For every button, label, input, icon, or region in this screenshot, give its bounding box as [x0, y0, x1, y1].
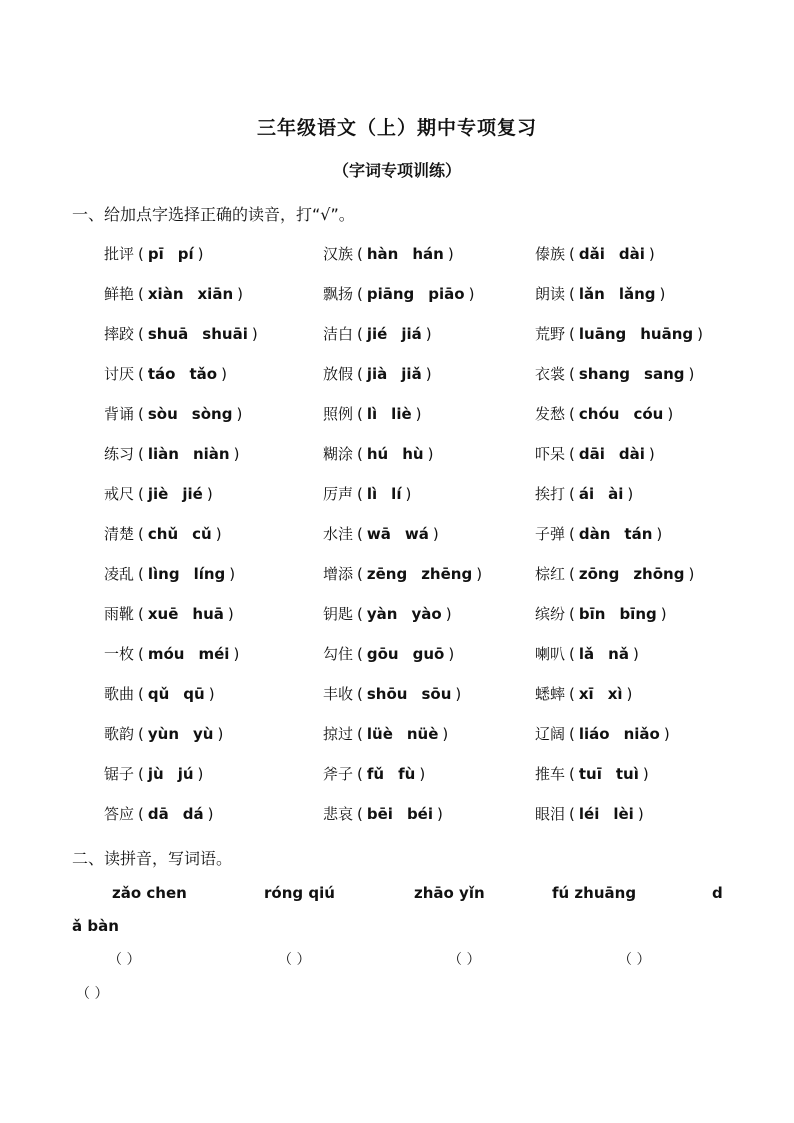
pinyin-option-a[interactable]: sòu	[147, 405, 178, 423]
pinyin-option-b[interactable]: huāng	[640, 325, 694, 343]
pronunciation-item: 棕红 ( zōng zhōng )	[535, 565, 695, 583]
pinyin-option-b[interactable]: dài	[618, 445, 645, 463]
pinyin-option-a[interactable]: zōng	[578, 565, 620, 583]
pinyin-option-b[interactable]: jié	[182, 485, 203, 503]
pronunciation-item: 钥匙 ( yàn yào )	[323, 605, 452, 623]
pinyin-option-b[interactable]: jiá	[401, 325, 422, 343]
pronunciation-item: 掠过 ( lüè nüè )	[323, 725, 449, 743]
pinyin-option-b[interactable]: zhōng	[633, 565, 685, 583]
pronunciation-item: 朗读 ( lǎn lǎng )	[535, 285, 666, 303]
item-word: 悲哀	[323, 805, 354, 823]
item-word: 戒尺	[104, 485, 135, 503]
pinyin-option-a[interactable]: jià	[366, 365, 388, 383]
pinyin-option-a[interactable]: shuā	[147, 325, 189, 343]
pronunciation-item: 清楚 ( chǔ cǔ )	[104, 525, 222, 543]
pinyin-option-a[interactable]: zēng	[366, 565, 408, 583]
item-word: 洁白	[323, 325, 354, 343]
pinyin-option-a[interactable]: luāng	[578, 325, 627, 343]
item-word: 鲜艳	[104, 285, 135, 303]
item-word: 钥匙	[323, 605, 354, 623]
pinyin-option-b[interactable]: tǎo	[189, 365, 218, 383]
pinyin-option-a[interactable]: bīn	[578, 605, 606, 623]
pinyin-option-a[interactable]: chǔ	[147, 525, 179, 543]
pinyin-option-b[interactable]: yào	[411, 605, 442, 623]
pronunciation-item: 戒尺 ( jiè jié )	[104, 485, 213, 503]
page-title: 三年级语文（上）期中专项复习	[256, 117, 537, 139]
pinyin-option-b[interactable]: sòng	[191, 405, 233, 423]
pinyin-option-b[interactable]: béi	[406, 805, 433, 823]
item-word: 丰收	[323, 685, 354, 703]
pronunciation-item: 歌曲 ( qǔ qū )	[104, 685, 215, 703]
pinyin-option-b[interactable]: fù	[398, 765, 416, 783]
pronunciation-item: 水洼 ( wā wá )	[323, 525, 439, 543]
pinyin-option-b[interactable]: sang	[644, 365, 685, 383]
pronunciation-item: 子弹 ( dàn tán )	[535, 525, 663, 543]
pinyin-option-a[interactable]: jiè	[147, 485, 169, 503]
item-word: 水洼	[323, 525, 354, 543]
item-word: 凌乱	[104, 565, 135, 583]
pinyin-option-a[interactable]: xī	[578, 685, 594, 703]
pinyin-option-a[interactable]: qǔ	[147, 685, 170, 703]
item-word: 发愁	[535, 405, 566, 423]
pinyin-option-b[interactable]: hán	[412, 245, 444, 263]
pinyin-option-b[interactable]: tán	[624, 525, 653, 543]
pinyin-option-a[interactable]: lüè	[366, 725, 393, 743]
pinyin-option-a[interactable]: hú	[366, 445, 389, 463]
pronunciation-item: 挨打 ( ái ài )	[535, 485, 634, 503]
pinyin-prompt: zǎo chen	[112, 884, 187, 902]
pronunciation-item: 凌乱 ( lìng líng )	[104, 565, 236, 583]
pinyin-option-a[interactable]: bēi	[366, 805, 393, 823]
pinyin-option-a[interactable]: yùn	[147, 725, 180, 743]
pinyin-option-b[interactable]: nǎ	[608, 645, 629, 663]
pinyin-option-b[interactable]: qū	[183, 685, 205, 703]
pronunciation-item: 鲜艳 ( xiàn xiān )	[104, 285, 243, 303]
pinyin-option-a[interactable]: shōu	[366, 685, 408, 703]
page-subtitle: （字词专项训练）	[332, 161, 461, 180]
item-word: 摔跤	[104, 325, 135, 343]
pinyin-option-a[interactable]: táo	[147, 365, 176, 383]
item-word: 歌韵	[104, 725, 135, 743]
pronunciation-item: 飘扬 ( piāng piāo )	[323, 285, 475, 303]
pinyin-option-b[interactable]: lǎng	[618, 285, 656, 303]
pinyin-option-a[interactable]: pī	[147, 245, 164, 263]
pinyin-prompt: róng qiú	[264, 884, 335, 902]
pronunciation-item: 锯子 ( jù jú )	[104, 765, 204, 783]
item-word: 讨厌	[104, 365, 135, 383]
item-word: 锯子	[104, 765, 135, 783]
item-word: 飘扬	[323, 285, 354, 303]
pinyin-option-b[interactable]: zhēng	[421, 565, 473, 583]
pinyin-prompt: zhāo yǐn	[414, 884, 485, 902]
pinyin-option-a[interactable]: lì	[366, 485, 378, 503]
pronunciation-item: 斧子 ( fǔ fù )	[323, 765, 426, 783]
item-word: 辽阔	[535, 725, 566, 743]
pinyin-option-b[interactable]: ài	[608, 485, 624, 503]
pinyin-option-a[interactable]: dàn	[578, 525, 611, 543]
pinyin-option-b[interactable]: guō	[412, 645, 445, 663]
pinyin-option-a[interactable]: léi	[578, 805, 600, 823]
pronunciation-item: 答应 ( dā dá )	[104, 805, 214, 823]
pinyin-option-b[interactable]: tuì	[615, 765, 639, 783]
pinyin-prompt: d	[712, 884, 723, 902]
pinyin-option-b[interactable]: cóu	[633, 405, 664, 423]
pinyin-option-a[interactable]: ái	[578, 485, 595, 503]
item-word: 喇叭	[535, 645, 566, 663]
pinyin-option-b[interactable]: niàn	[192, 445, 230, 463]
item-word: 练习	[104, 445, 135, 463]
item-word: 斧子	[323, 765, 354, 783]
pinyin-option-b[interactable]: lèi	[613, 805, 634, 823]
pinyin-option-a[interactable]: yàn	[366, 605, 398, 623]
pinyin-option-b[interactable]: jiǎ	[401, 365, 422, 383]
pronunciation-item: 勾住 ( gōu guō )	[323, 645, 455, 663]
item-word: 背诵	[104, 405, 135, 423]
pronunciation-item: 汉族 ( hàn hán )	[323, 245, 454, 263]
pinyin-option-a[interactable]: gōu	[366, 645, 399, 663]
pinyin-option-a[interactable]: liàn	[147, 445, 179, 463]
pinyin-option-b[interactable]: hù	[402, 445, 424, 463]
pinyin-option-b[interactable]: pí	[177, 245, 194, 263]
pinyin-option-b[interactable]: lí	[391, 485, 402, 503]
section2-heading: 二、读拼音，写词语。	[72, 849, 233, 868]
pinyin-option-b[interactable]: huā	[192, 605, 224, 623]
pinyin-option-b[interactable]: líng	[193, 565, 226, 583]
pronunciation-item: 吓呆 ( dāi dài )	[535, 445, 655, 463]
item-word: 一枚	[104, 645, 135, 663]
pronunciation-item: 喇叭 ( lǎ nǎ )	[535, 645, 639, 663]
item-word: 雨靴	[104, 605, 135, 623]
pronunciation-item: 照例 ( lì liè )	[323, 405, 422, 423]
item-word: 蟋蟀	[535, 685, 566, 703]
pronunciation-item: 摔跤 ( shuā shuāi )	[104, 325, 258, 343]
pinyin-option-a[interactable]: móu	[147, 645, 185, 663]
item-word: 推车	[535, 765, 566, 783]
answer-blank[interactable]: （ ）	[76, 986, 109, 1002]
pinyin-option-a[interactable]: lì	[366, 405, 378, 423]
item-word: 照例	[323, 405, 354, 423]
pinyin-option-a[interactable]: lǎn	[578, 285, 605, 303]
item-word: 朗读	[535, 285, 566, 303]
item-word: 衣裳	[535, 365, 566, 383]
pronunciation-item: 荒野 ( luāng huāng )	[535, 325, 703, 343]
pinyin-prompt: fú zhuāng	[552, 884, 637, 902]
pinyin-option-a[interactable]: hàn	[366, 245, 399, 263]
pinyin-option-a[interactable]: lǎ	[578, 645, 595, 663]
pinyin-option-b[interactable]: piāo	[428, 285, 465, 303]
section1-heading: 一、给加点字选择正确的读音，打“√”。	[72, 205, 355, 224]
pinyin-option-b[interactable]: liè	[391, 405, 412, 423]
pinyin-option-a[interactable]: chóu	[578, 405, 620, 423]
pinyin-option-a[interactable]: xuē	[147, 605, 179, 623]
item-word: 汉族	[323, 245, 354, 263]
pinyin-option-a[interactable]: liáo	[578, 725, 610, 743]
pinyin-option-b[interactable]: shuāi	[202, 325, 248, 343]
item-word: 缤纷	[535, 605, 566, 623]
item-word: 荒野	[535, 325, 566, 343]
item-word: 吓呆	[535, 445, 566, 463]
pronunciation-item: 雨靴 ( xuē huā )	[104, 605, 234, 623]
pronunciation-item: 厉声 ( lì lí )	[323, 485, 412, 503]
item-word: 放假	[323, 365, 354, 383]
pinyin-option-a[interactable]: fǔ	[366, 765, 385, 783]
item-word: 清楚	[104, 525, 135, 543]
pinyin-option-a[interactable]: piāng	[366, 285, 415, 303]
answer-blank[interactable]: （ ）	[448, 952, 481, 968]
pinyin-option-a[interactable]: dǎi	[578, 245, 605, 263]
item-word: 眼泪	[535, 805, 566, 823]
item-word: 挨打	[535, 485, 566, 503]
pronunciation-item: 练习 ( liàn niàn )	[104, 445, 240, 463]
pronunciation-item: 增添 ( zēng zhēng )	[323, 565, 483, 583]
pronunciation-item: 洁白 ( jié jiá )	[323, 325, 432, 343]
item-word: 勾住	[323, 645, 354, 663]
pronunciation-item: 背诵 ( sòu sòng )	[104, 405, 243, 423]
pinyin-option-a[interactable]: jié	[366, 325, 388, 343]
answer-blank[interactable]: （ ）	[108, 952, 141, 968]
item-word: 歌曲	[104, 685, 135, 703]
pronunciation-item: 放假 ( jià jiǎ )	[323, 365, 432, 383]
item-word: 傣族	[535, 245, 566, 263]
answer-blank[interactable]: （ ）	[618, 952, 651, 968]
pronunciation-item: 丰收 ( shōu sōu )	[323, 685, 462, 703]
pinyin-option-b[interactable]: bīng	[619, 605, 657, 623]
pinyin-prompt-wrap: ǎ bàn	[72, 917, 119, 935]
pinyin-option-b[interactable]: niǎo	[623, 725, 660, 743]
pinyin-option-b[interactable]: xiān	[197, 285, 234, 303]
pronunciation-item: 蟋蟀 ( xī xì )	[535, 685, 633, 703]
pinyin-option-b[interactable]: nüè	[406, 725, 439, 743]
pronunciation-item: 缤纷 ( bīn bīng )	[535, 605, 667, 623]
pronunciation-item: 糊涂 ( hú hù )	[323, 445, 434, 463]
pinyin-option-b[interactable]: sōu	[421, 685, 452, 703]
pinyin-option-b[interactable]: méi	[198, 645, 230, 663]
pinyin-option-b[interactable]: jú	[177, 765, 194, 783]
pronunciation-item: 辽阔 ( liáo niǎo )	[535, 725, 670, 743]
item-word: 棕红	[535, 565, 566, 583]
pronunciation-item: 傣族 ( dǎi dài )	[535, 245, 655, 263]
pronunciation-item: 讨厌 ( táo tǎo )	[104, 365, 227, 383]
pinyin-option-b[interactable]: wá	[404, 525, 429, 543]
pronunciation-item: 批评 ( pī pí )	[104, 245, 204, 263]
pinyin-option-b[interactable]: dá	[182, 805, 204, 823]
pinyin-option-b[interactable]: dài	[618, 245, 645, 263]
pronunciation-item: 推车 ( tuī tuì )	[535, 765, 649, 783]
item-word: 批评	[104, 245, 135, 263]
item-word: 糊涂	[323, 445, 354, 463]
pronunciation-item: 发愁 ( chóu cóu )	[535, 405, 674, 423]
pinyin-option-a[interactable]: wā	[366, 525, 391, 543]
item-word: 答应	[104, 805, 135, 823]
pinyin-option-b[interactable]: xì	[607, 685, 623, 703]
pinyin-option-a[interactable]: lìng	[147, 565, 180, 583]
pronunciation-item: 一枚 ( móu méi )	[104, 645, 240, 663]
item-word: 增添	[323, 565, 354, 583]
pinyin-option-a[interactable]: shang	[578, 365, 631, 383]
pinyin-option-b[interactable]: yù	[193, 725, 214, 743]
pronunciation-item: 悲哀 ( bēi béi )	[323, 805, 443, 823]
pinyin-option-a[interactable]: jù	[147, 765, 164, 783]
item-word: 厉声	[323, 485, 354, 503]
item-word: 子弹	[535, 525, 566, 543]
pinyin-option-b[interactable]: cǔ	[192, 525, 212, 543]
pinyin-option-a[interactable]: tuī	[578, 765, 602, 783]
pinyin-option-a[interactable]: xiàn	[147, 285, 184, 303]
pronunciation-item: 歌韵 ( yùn yù )	[104, 725, 224, 743]
pronunciation-item: 衣裳 ( shang sang )	[535, 365, 695, 383]
pinyin-option-a[interactable]: dāi	[578, 445, 605, 463]
pinyin-option-a[interactable]: dā	[147, 805, 169, 823]
pronunciation-item: 眼泪 ( léi lèi )	[535, 805, 644, 823]
item-word: 掠过	[323, 725, 354, 743]
answer-blank[interactable]: （ ）	[278, 952, 311, 968]
